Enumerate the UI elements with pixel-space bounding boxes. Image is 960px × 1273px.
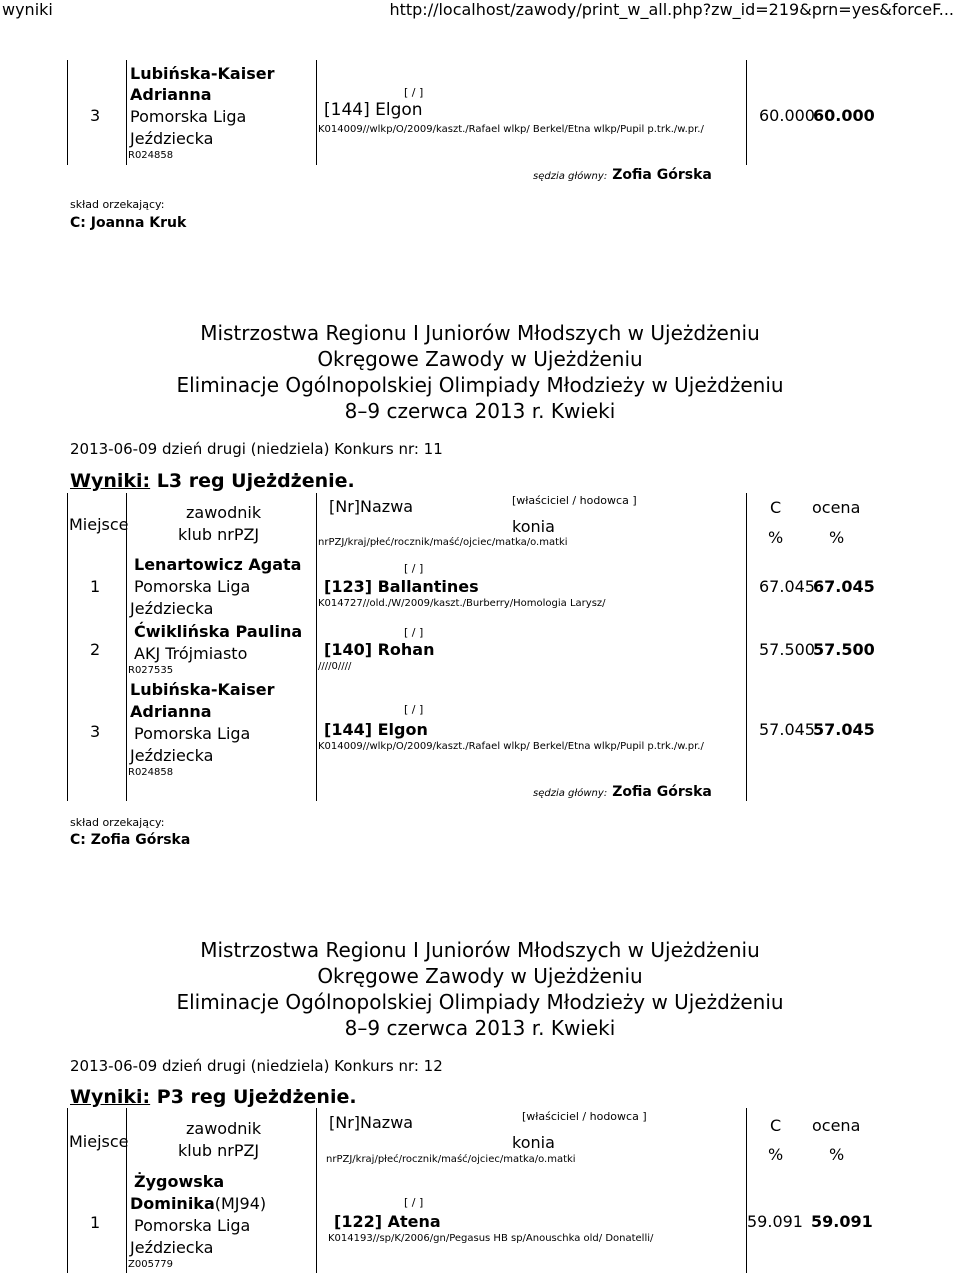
header-ocena: ocena [812,1116,861,1135]
header-nazwa: [Nr]Nazwa [329,497,414,516]
rider-id: Z005779 [128,1259,174,1270]
rider-club: Pomorska Liga [134,577,251,596]
header-horse-info: nrPZJ/kraj/płeć/rocznik/maść/ojciec/matka/o.matki [318,537,568,548]
header-pct: % [768,1145,784,1164]
judge-name: Zofia Górska [612,784,712,800]
horse-name: [123] Ballantines [324,577,479,596]
table-border [67,493,68,801]
judge-name: Zofia Górska [612,167,712,183]
table-border [316,1108,317,1273]
place: 1 [90,1213,101,1232]
event-subtitle: Eliminacje Ogólnopolskiej Olimpiady Młodzieży w Ujeżdżeniu [176,990,784,1014]
horse-info: K014009//wlkp/O/2009/kaszt./Rafael wlkp/ Berkel/Etna wlkp/Pupil p.trk./w.pr./ [318,741,704,752]
place: 3 [90,722,101,741]
horse-info: K014193//sp/K/2006/gn/Pegasus HB sp/Anouschka old/ Donatelli/ [328,1233,654,1244]
total-score: 59.091 [811,1212,873,1231]
table-border [746,60,747,165]
table-border [67,60,68,165]
horse-info: ////0//// [318,661,352,672]
competition-results-title: Wyniki: P3 reg Ujeżdżenie. [70,1086,357,1108]
table-border [316,493,317,801]
c-score: 57.500 [759,640,815,659]
event-subtitle: Okręgowe Zawody w Ujeżdżeniu [317,347,643,371]
judge-label: sędzia główny: [533,788,608,799]
table-border [746,1108,747,1273]
total-score: 60.000 [813,106,875,125]
table-border [67,1108,68,1273]
header-pct: % [829,1145,845,1164]
header-owner: [właściciel / hodowca ] [512,494,637,507]
header-konia: konia [512,517,555,536]
rider-club: Jeździecka [130,746,214,765]
c-score: 59.091 [747,1212,803,1231]
header-zawodnik: zawodnik [186,503,262,522]
competition-results-title: Wyniki: L3 reg Ujeżdżenie. [70,470,355,492]
panel-label: skład orzekający: [70,816,165,829]
header-horse-info: nrPZJ/kraj/płeć/rocznik/maść/ojciec/matka/o.matki [326,1154,576,1165]
header-ocena: ocena [812,498,861,517]
horse-info: K014727//old./W/2009/kaszt./Burberry/Homologia Larysz/ [318,598,606,609]
header-c: C [770,498,782,517]
header-pct: % [768,528,784,547]
horse-name: [144] Elgon [324,100,423,120]
total-score: 57.045 [813,720,875,739]
horse-name: [122] Atena [334,1212,441,1231]
horse-owner: [ / ] [404,1196,424,1209]
header-zawodnik: zawodnik [186,1119,262,1138]
place: 3 [90,106,101,125]
header-konia: konia [512,1133,555,1152]
event-title: Mistrzostwa Regionu I Juniorów Młodszych w Ujeżdżeniu [200,321,760,345]
total-score: 67.045 [813,577,875,596]
horse-owner: [ / ] [404,626,424,639]
horse-name: [140] Rohan [324,640,435,659]
header-owner: [właściciel / hodowca ] [522,1110,647,1123]
c-score: 57.045 [759,720,815,739]
rider-name: Lubińska-Kaiser [130,680,275,699]
table-border [316,60,317,165]
judge-panel: C: Zofia Górska [70,832,191,848]
rider-club: Pomorska Liga [134,1216,251,1235]
horse-owner: [ / ] [404,86,424,99]
event-date: 8–9 czerwca 2013 r. Kwieki [344,399,616,423]
place: 1 [90,577,101,596]
judge-panel: C: Joanna Kruk [70,215,187,231]
header-pct: % [829,528,845,547]
event-title: Mistrzostwa Regionu I Juniorów Młodszych w Ujeżdżeniu [200,938,760,962]
event-subtitle: Eliminacje Ogólnopolskiej Olimpiady Młodzieży w Ujeżdżeniu [176,373,784,397]
chief-judge [533,164,712,183]
header-c: C [770,1116,782,1135]
table-border [126,60,127,165]
panel-label: skład orzekający: [70,198,165,211]
table-border [746,493,747,801]
c-score: 60.000 [759,106,815,125]
header-klub: klub nrPZJ [178,525,260,544]
print-header [0,0,960,20]
rider-club: Jeździecka [130,1238,214,1257]
rider-id: R027535 [128,665,174,676]
header-miejsce: Miejsce [69,515,129,534]
header-klub: klub nrPZJ [178,1141,260,1160]
rider-id: R024858 [128,767,174,778]
page-title: wyniki [2,0,53,19]
competition-dayline: 2013-06-09 dzień drugi (niedziela) Konkurs nr: 12 [70,1057,443,1075]
place: 2 [90,640,101,659]
rider-club: Pomorska Liga [130,107,247,126]
header-nazwa: [Nr]Nazwa [329,1113,414,1132]
rider-club: Pomorska Liga [134,724,251,743]
rider-club: Jeździecka [130,599,214,618]
rider-name: Żygowska [134,1172,225,1191]
rider-name: Lenartowicz Agata [134,555,302,574]
rider-club: AKJ Trójmiasto [134,644,248,663]
competition-dayline: 2013-06-09 dzień drugi (niedziela) Konkurs nr: 11 [70,440,443,458]
rider-name: Adrianna [130,85,212,104]
header-miejsce: Miejsce [69,1132,129,1151]
page-url: http://localhost/zawody/print_w_all.php?zw_id=219&prn=yes&forceF... [389,0,954,19]
horse-name: [144] Elgon [324,720,428,739]
rider-name: Ćwiklińska Paulina [134,622,303,641]
rider-name: Dominika(MJ94) [130,1194,267,1213]
event-subtitle: Okręgowe Zawody w Ujeżdżeniu [317,964,643,988]
horse-info: K014009//wlkp/O/2009/kaszt./Rafael wlkp/ Berkel/Etna wlkp/Pupil p.trk./w.pr./ [318,124,704,135]
judge-label: sędzia główny: [533,171,608,182]
rider-name: Adrianna [130,702,212,721]
rider-id: R024858 [128,150,174,161]
rider-name: Lubińska-Kaiser [130,64,275,83]
table-border [126,493,127,801]
horse-owner: [ / ] [404,703,424,716]
c-score: 67.045 [759,577,815,596]
total-score: 57.500 [813,640,875,659]
rider-club: Jeździecka [130,129,214,148]
chief-judge [533,781,712,800]
event-date: 8–9 czerwca 2013 r. Kwieki [344,1016,616,1040]
horse-owner: [ / ] [404,562,424,575]
